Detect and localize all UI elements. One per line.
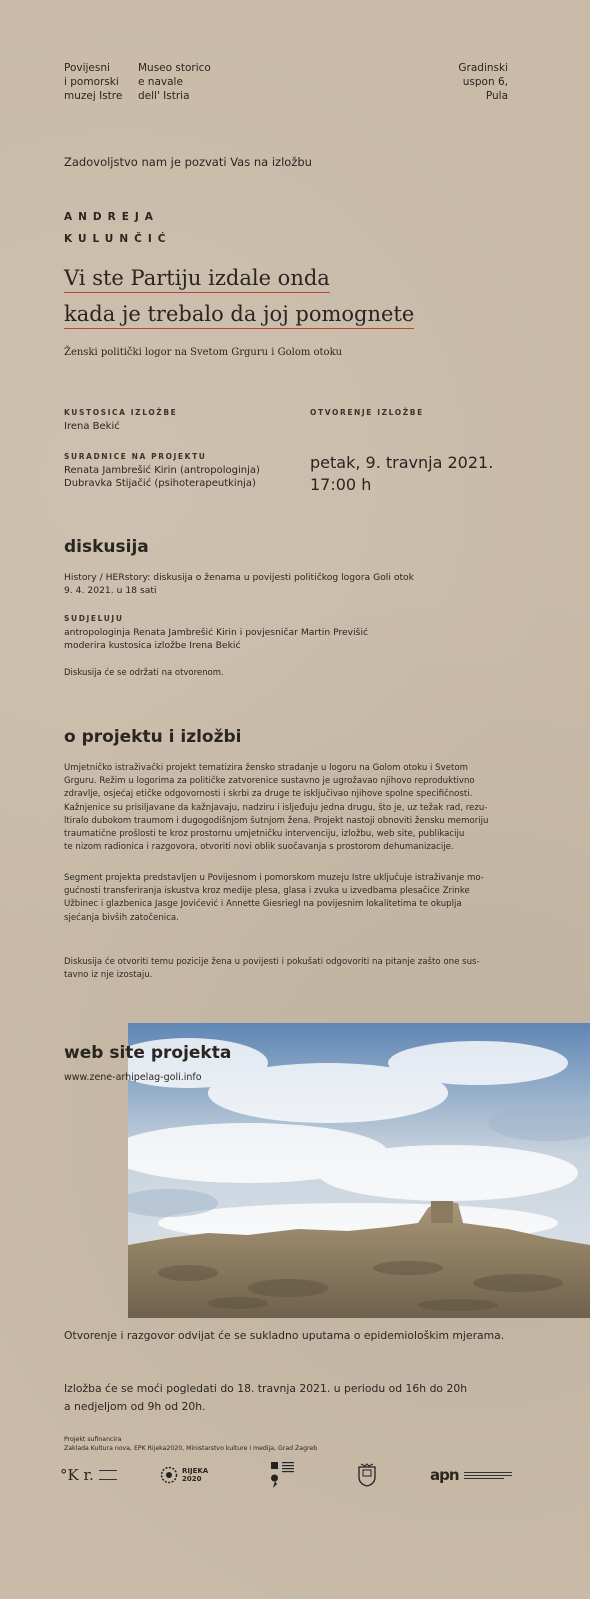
text-line: Užbinec i glazbenica Jasge Jovićević i Annette Giesriegl na povijesnim lokalitetima te okuplja bbox=[64, 899, 462, 910]
ministry-mark-icon bbox=[270, 1460, 296, 1490]
hours-line: Izložba će se moći pogledati do 18. travnja 2021. u periodu od 16h do 20h bbox=[64, 1382, 468, 1395]
header-line: Pula bbox=[485, 90, 508, 102]
discussion-info bbox=[64, 571, 414, 597]
header-line: Gradinski bbox=[458, 62, 508, 74]
text-line: gućnosti transferiranja iskustva kroz medije plesa, glasa i zvuka u izvedbama plesačice Zrinke bbox=[64, 886, 470, 897]
text-line: Diskusija će otvoriti temu pozicije žena u povijesti i pokušati odgovoriti na pitanje zašto one sus- bbox=[64, 957, 480, 967]
footer-hours bbox=[64, 1380, 467, 1416]
discussion-date: 9. 4. 2021. u 18 sati bbox=[64, 585, 157, 596]
apn-mark: apn bbox=[430, 1466, 459, 1484]
curator-name: Irena Bekić bbox=[64, 421, 120, 432]
text-line: Umjetničko istraživački projekt tematizira žensko stradanje u logoru na Golom otoku i Svetom bbox=[64, 763, 469, 773]
museum-address bbox=[458, 61, 508, 103]
text-line: Grguru. Režim u logorima za političke zatvorenice sustavno je ugrožavao njihovo reproduktivno bbox=[64, 776, 475, 787]
header-line: muzej Istre bbox=[64, 90, 123, 102]
ministry-logo bbox=[270, 1460, 296, 1490]
participant: antropologinja Renata Jambrešić Kirin i povjesničar Martin Previšić bbox=[64, 627, 369, 638]
text-line: zdravlje, osjećaj etičke odgovornosti i skrbi za druge te isključivao njihove spolne specifičnosti. bbox=[64, 789, 473, 800]
text-line: te nizom radionica i razgovora, otvoriti novi oblik suočavanja s prostorom dehumanizacije. bbox=[64, 842, 454, 853]
collaborators-list bbox=[64, 464, 260, 490]
artist-first-name: ANDREJA bbox=[64, 211, 159, 223]
header-line: uspon 6, bbox=[462, 76, 508, 88]
header-line: Museo storico bbox=[138, 62, 211, 74]
header-line: e navale bbox=[138, 76, 183, 88]
hours-line: a nedjeljom od 9h od 20h. bbox=[64, 1400, 206, 1413]
participant: moderira kustosica izložbe Irena Bekić bbox=[64, 640, 241, 651]
header-line: dell' Istria bbox=[138, 90, 190, 102]
artist-last-name: KULUNČIĆ bbox=[64, 233, 172, 245]
opening-time: 17:00 h bbox=[310, 475, 372, 494]
artist-name bbox=[64, 206, 171, 250]
opening-datetime bbox=[310, 452, 493, 496]
landscape-photo bbox=[128, 1023, 590, 1318]
invite-text: Zadovoljstvo nam je pozvati Vas na izložbu bbox=[64, 155, 312, 169]
rijeka-word: RIJEKA bbox=[182, 1467, 209, 1475]
text-line: traumatične prošlosti te kroz prostornu umjetničku intervenciju, izložbu, web site, publikaciju bbox=[64, 829, 465, 840]
collaborator: Renata Jambrešić Kirin (antropologinja) bbox=[64, 465, 260, 476]
sponsor-info bbox=[64, 1435, 317, 1453]
about-heading: o projektu i izložbi bbox=[64, 727, 242, 747]
rijeka-text bbox=[182, 1467, 208, 1483]
collaborator: Dubravka Stijačić (psihoterapeutkinja) bbox=[64, 478, 256, 489]
discussion-title: History / HERstory: diskusija o ženama u povijesti političkog logora Goli otok bbox=[64, 572, 415, 583]
text-line: ltiralo dubokom traumom i dugogodišnjom šutnjom žena. Projekt nastoji obnoviti žensku memoriju bbox=[64, 815, 489, 826]
sponsor-list: Zaklada Kultura nova, EPK Rijeka2020, Ministarstvo kulture i medija, Grad Zagreb bbox=[64, 1445, 318, 1452]
discussion-note: Diskusija će se održati na otvorenom. bbox=[64, 668, 224, 678]
apn-logo bbox=[430, 1460, 512, 1490]
coat-of-arms-icon bbox=[357, 1463, 377, 1487]
about-paragraph-1 bbox=[64, 762, 534, 854]
opening-label: OTVORENJE IZLOŽBE bbox=[310, 408, 424, 417]
participants-label: SUDJELUJU bbox=[64, 614, 124, 623]
exhibition-subtitle: Ženski politički logor na Svetom Grguru i Golom otoku bbox=[64, 347, 343, 358]
text-line: sjećanja bivših zatočenica. bbox=[64, 912, 179, 923]
kr-mark: °K r. bbox=[60, 1466, 94, 1484]
collaborators-label: SURADNICE NA PROJEKTU bbox=[64, 452, 207, 461]
participants-list bbox=[64, 626, 368, 652]
kr-lines bbox=[99, 1470, 117, 1480]
rijeka-sun-icon bbox=[160, 1466, 178, 1484]
opening-date: petak, 9. travnja 2021. bbox=[310, 453, 494, 472]
footer-notice: Otvorenje i razgovor odvijat će se sukladno uputama o epidemiološkim mjerama. bbox=[64, 1329, 505, 1342]
museum-name-hr bbox=[64, 61, 122, 103]
museum-name-it bbox=[138, 61, 211, 103]
text-line: tavno iz nje izostaju. bbox=[64, 970, 153, 981]
about-paragraph-3 bbox=[64, 956, 534, 982]
apn-text-lines bbox=[464, 1470, 512, 1481]
rijeka-year: 2020 bbox=[182, 1475, 202, 1483]
header-line: i pomorski bbox=[64, 76, 119, 88]
website-link[interactable]: www.zene-arhipelag-goli.info bbox=[64, 1072, 202, 1083]
header-line: Povijesni bbox=[64, 62, 110, 74]
exhibition-title bbox=[64, 260, 414, 332]
text-line: Kažnjenice su prisiljavane da kažnjavaju, nadziru i isljeđuju jedna drugu, što je, uz težak rad, rezu- bbox=[64, 802, 488, 813]
text-line: Segment projekta predstavljen u Povijesnom i pomorskom muzeju Istre uključuje istraživanje mo- bbox=[64, 873, 484, 883]
curator-label: KUSTOSICA IZLOŽBE bbox=[64, 408, 178, 417]
website-heading: web site projekta bbox=[64, 1043, 232, 1063]
about-paragraph-2 bbox=[64, 872, 534, 925]
title-line-1: Vi ste Partiju izdale onda bbox=[64, 266, 330, 293]
zagreb-crest-logo bbox=[357, 1460, 377, 1490]
kultura-nova-logo bbox=[60, 1460, 117, 1490]
title-line-2: kada je trebalo da joj pomognete bbox=[64, 302, 414, 329]
rijeka-2020-logo bbox=[160, 1460, 208, 1490]
discussion-heading: diskusija bbox=[64, 537, 149, 557]
sponsor-label: Projekt sufinancira bbox=[64, 1436, 122, 1443]
